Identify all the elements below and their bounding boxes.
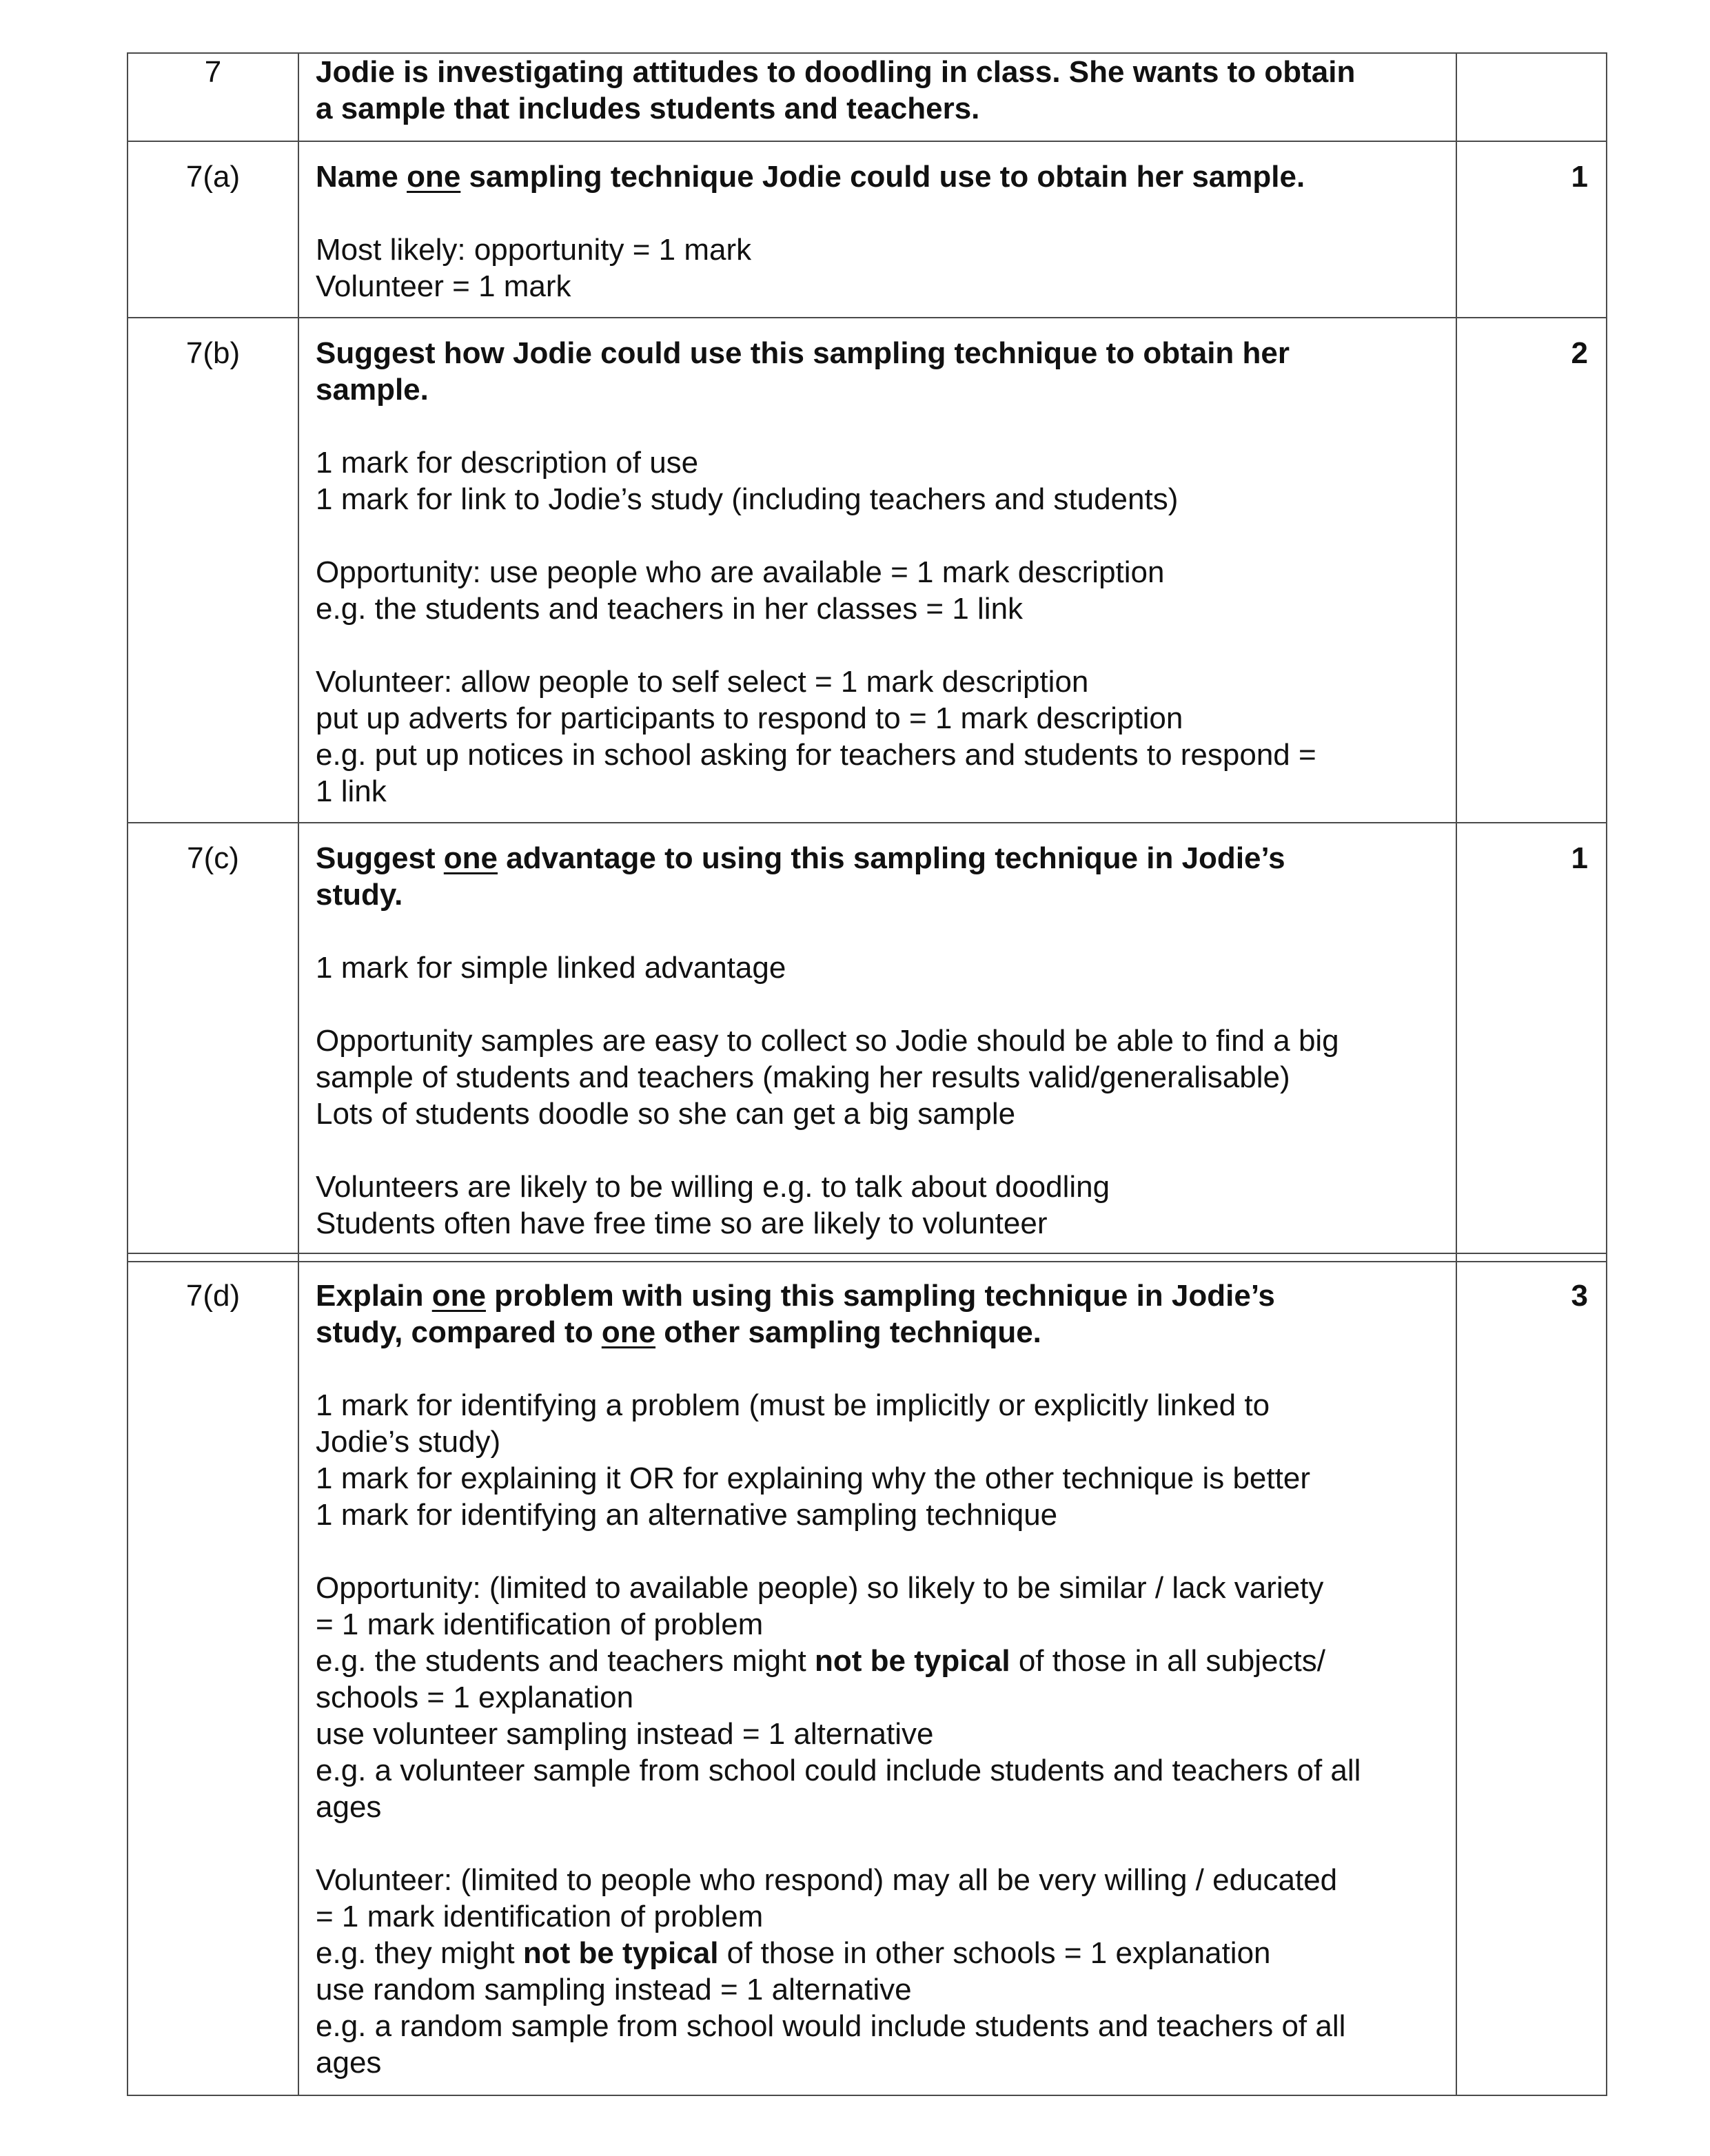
answer-line: e.g. a volunteer sample from school could include students and teachers of all — [316, 1754, 1361, 1787]
marks-value: 3 — [1571, 1279, 1588, 1313]
answer-line: Most likely: opportunity = 1 mark — [316, 233, 752, 267]
answer-line: Volunteers are likely to be willing e.g. to talk about doodling — [316, 1170, 1110, 1204]
question-number-text: 7(d) — [185, 1279, 241, 1313]
separator-cell — [298, 1253, 1456, 1262]
answer-line: 1 mark for identifying an alternative sampling technique — [316, 1498, 1058, 1532]
table-row-7d — [128, 1262, 1607, 2095]
answer-line: 1 link — [316, 774, 387, 808]
question-cell — [298, 318, 1456, 823]
answer-line: ages — [316, 1790, 382, 1824]
answer-line: e.g. the students and teachers in her classes = 1 link — [316, 592, 1024, 626]
answer-text-part: of those in all subjects/ — [1010, 1644, 1325, 1678]
separator-cell — [1456, 1253, 1607, 1262]
question-text-part: advantage to using this sampling technique in Jodie’s — [498, 841, 1285, 875]
answer-line: schools = 1 explanation — [316, 1681, 634, 1714]
answer-line: use random sampling instead = 1 alternative — [316, 1973, 912, 2006]
answer-line: e.g. a random sample from school would include students and teachers of all — [316, 2009, 1346, 2043]
underlined-word: one — [431, 1279, 486, 1313]
question-number-text: 7(a) — [185, 160, 241, 194]
table-row-7 — [128, 53, 1607, 141]
answer-line: Opportunity: use people who are available = 1 mark description — [316, 555, 1165, 589]
question-text: study. — [316, 878, 403, 912]
question-cell — [298, 141, 1456, 318]
table-row-7b — [128, 318, 1607, 823]
stem-line: Jodie is investigating attitudes to doodling in class. She wants to obtain — [316, 55, 1356, 89]
question-text: Suggest how Jodie could use this sampling technique to obtain her — [316, 336, 1290, 370]
underlined-word: one — [407, 160, 461, 194]
stem-line: a sample that includes students and teachers. — [316, 92, 980, 125]
answer-line: 1 mark for link to Jodie’s study (including teachers and students) — [316, 482, 1179, 516]
question-text — [316, 158, 1439, 195]
question-cell — [298, 823, 1456, 1253]
question-text-part: study, compared to — [316, 1315, 602, 1349]
answer-line: = 1 mark identification of problem — [316, 1608, 764, 1641]
answer-text-part: e.g. they might — [316, 1936, 523, 1970]
question-text — [316, 1277, 1439, 1314]
bold-phrase: not be typical — [815, 1644, 1010, 1678]
question-text-part: sampling technique Jodie could use to obtain her sample. — [460, 160, 1305, 194]
question-number — [128, 1262, 298, 2095]
answer-line: = 1 mark identification of problem — [316, 1900, 764, 1933]
separator-cell — [128, 1253, 298, 1262]
answer-line: Students often have free time so are likely to volunteer — [316, 1207, 1048, 1240]
mark-scheme-table — [127, 52, 1607, 2096]
question-number-text: 7(c) — [187, 841, 239, 875]
question-number-text: 7(b) — [185, 336, 241, 370]
answer-line: e.g. put up notices in school asking for teachers and students to respond = — [316, 738, 1316, 772]
table-row-7c — [128, 823, 1607, 1253]
answer-line: 1 mark for explaining it OR for explaining why the other technique is better — [316, 1461, 1310, 1495]
question-stem — [298, 53, 1456, 141]
answer-line: Volunteer: (limited to people who respond) may all be very willing / educated — [316, 1863, 1338, 1897]
table-row-7a — [128, 141, 1607, 318]
question-text-part: Suggest — [316, 841, 444, 875]
answer-line: Opportunity: (limited to available people) so likely to be similar / lack variety — [316, 1571, 1324, 1605]
marks-value: 2 — [1571, 336, 1588, 370]
answer-line: use volunteer sampling instead = 1 alternative — [316, 1717, 934, 1751]
question-number — [128, 823, 298, 1253]
answer-line: 1 mark for simple linked advantage — [316, 951, 786, 985]
answer-line: Volunteer = 1 mark — [316, 269, 571, 303]
question-text-part: Name — [316, 160, 407, 194]
underlined-word: one — [601, 1315, 656, 1349]
answer-line: Jodie’s study) — [316, 1425, 501, 1459]
question-text: sample. — [316, 373, 429, 407]
answer-text-part: e.g. the students and teachers might — [316, 1644, 815, 1678]
answer-line: 1 mark for identifying a problem (must be implicitly or explicitly linked to — [316, 1388, 1270, 1422]
answer-line: Lots of students doodle so she can get a big sample — [316, 1097, 1016, 1131]
bold-phrase: not be typical — [522, 1936, 719, 1970]
answer-line — [316, 1935, 1439, 1971]
marks-value: 1 — [1571, 841, 1588, 875]
marks-cell — [1456, 141, 1607, 318]
marks-cell — [1456, 318, 1607, 823]
answer-line: Volunteer: allow people to self select = 1 mark description — [316, 665, 1089, 699]
question-number — [128, 53, 298, 141]
question-text-part: other sampling technique. — [655, 1315, 1041, 1349]
answer-line: put up adverts for participants to respond to = 1 mark description — [316, 701, 1183, 735]
question-text-part: problem with using this sampling technique in Jodie’s — [485, 1279, 1275, 1313]
answer-line — [316, 1643, 1439, 1679]
answer-line: sample of students and teachers (making her results valid/generalisable) — [316, 1060, 1290, 1094]
question-number-text: 7 — [204, 55, 222, 89]
answer-line: Opportunity samples are easy to collect so Jodie should be able to find a big — [316, 1024, 1339, 1058]
question-text-part: Explain — [316, 1279, 432, 1313]
marks-cell — [1456, 1262, 1607, 2095]
question-number — [128, 318, 298, 823]
marks-cell — [1456, 53, 1607, 141]
underlined-word: one — [443, 841, 498, 875]
row-separator — [128, 1253, 1607, 1262]
question-text — [316, 840, 1439, 876]
answer-line: 1 mark for description of use — [316, 446, 699, 480]
marks-cell — [1456, 823, 1607, 1253]
answer-text-part: of those in other schools = 1 explanation — [718, 1936, 1271, 1970]
question-cell — [298, 1262, 1456, 2095]
question-text — [316, 1314, 1439, 1351]
question-number — [128, 141, 298, 318]
answer-line: ages — [316, 2046, 382, 2080]
marks-value: 1 — [1571, 160, 1588, 194]
